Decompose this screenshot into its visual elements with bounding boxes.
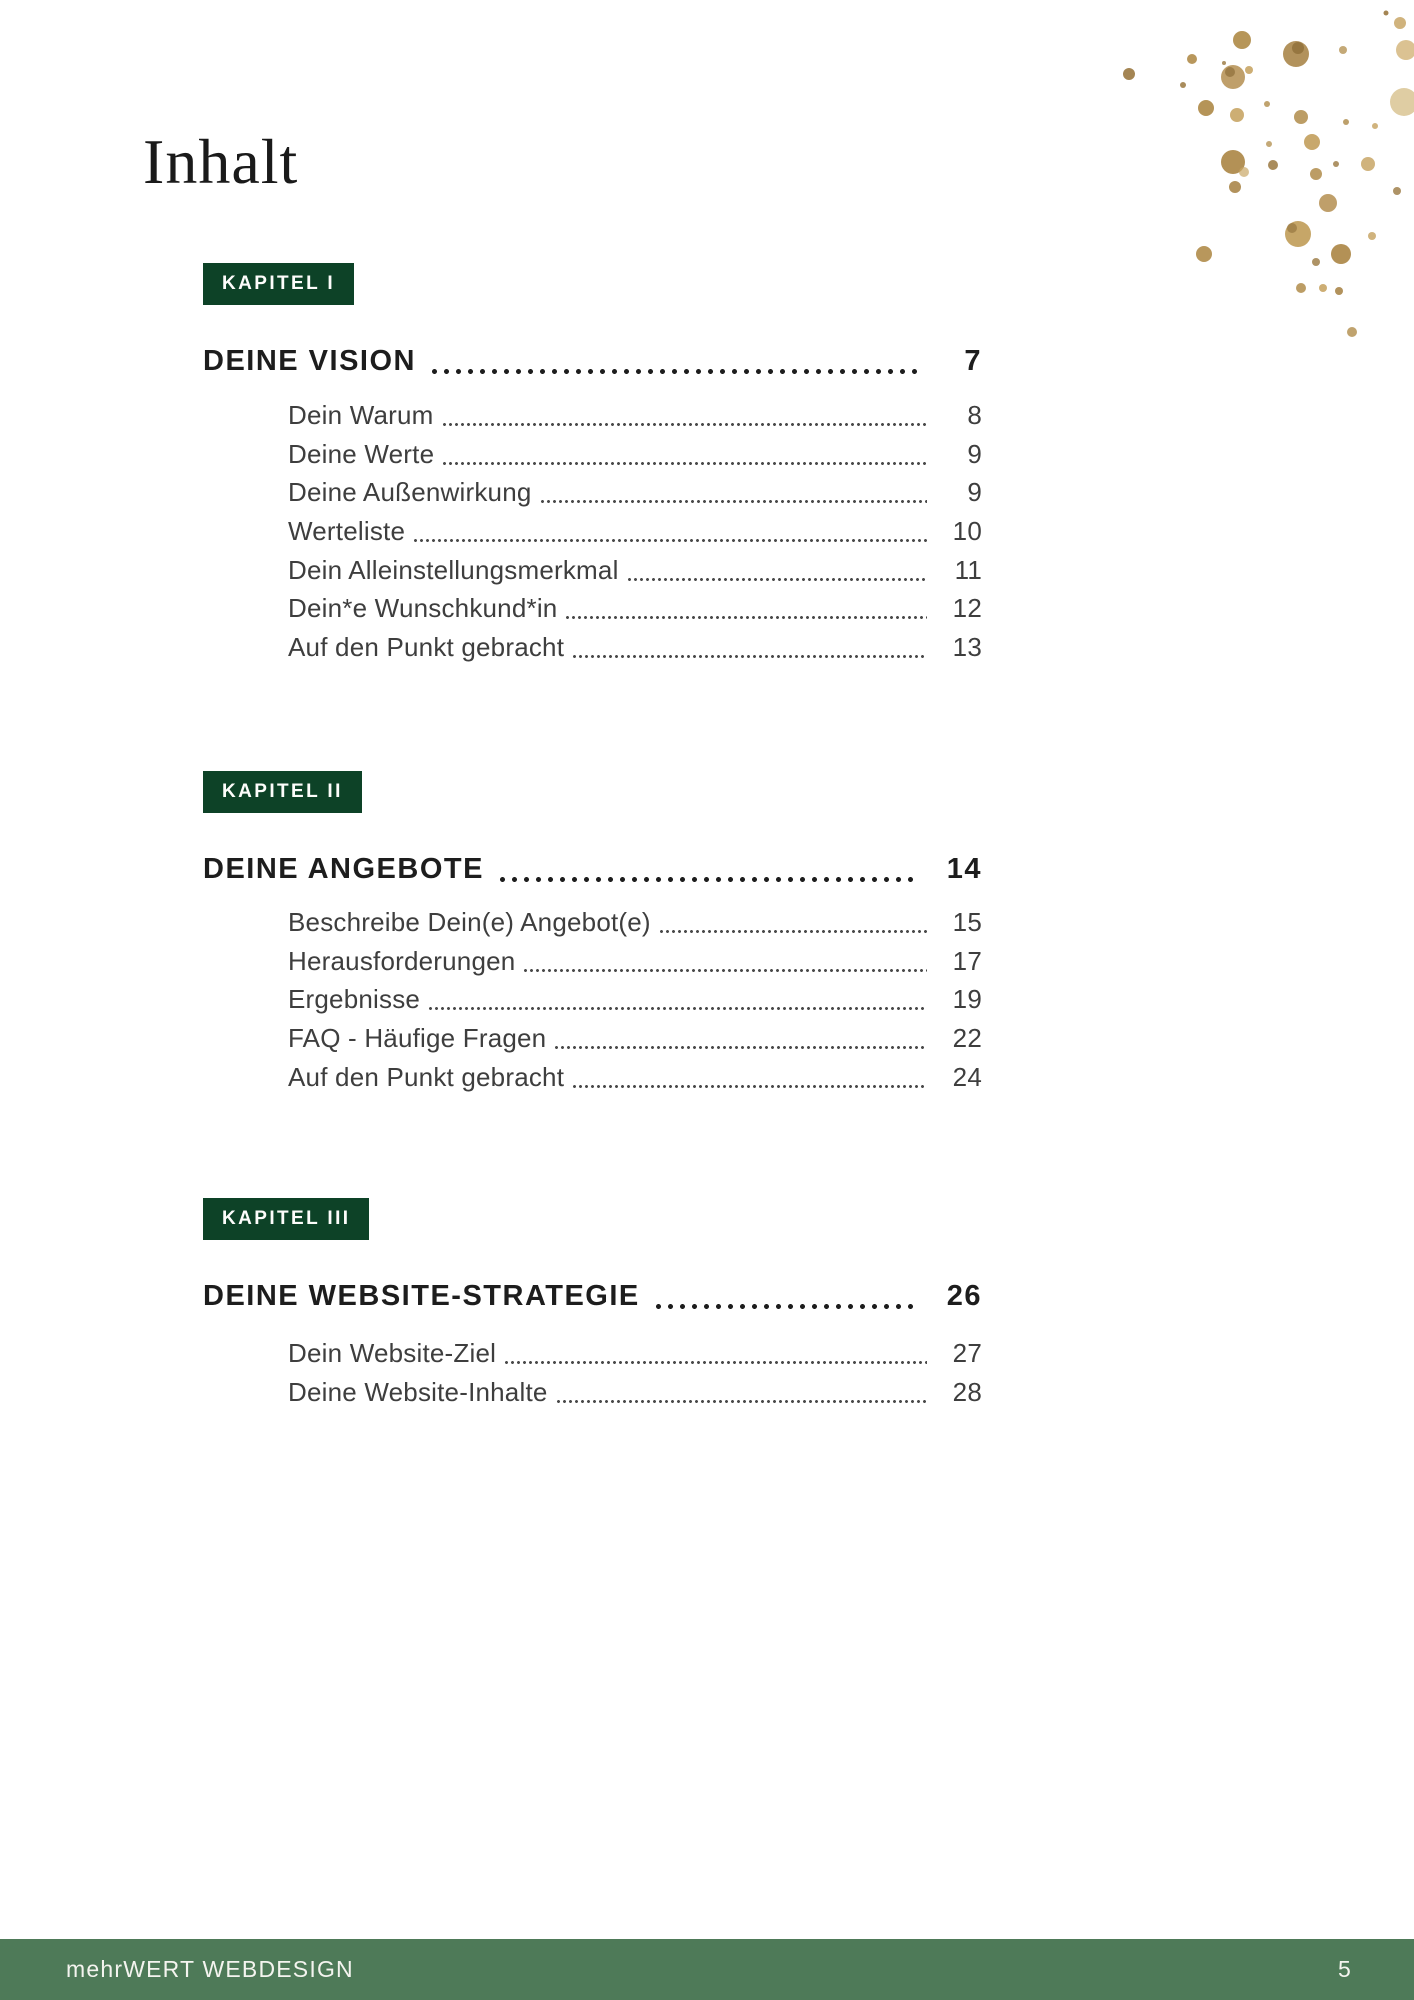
toc-item-label: Dein Alleinstellungsmerkmal xyxy=(288,554,619,585)
dot-leader xyxy=(566,616,927,619)
toc-item-label: Deine Website-Inhalte xyxy=(288,1376,548,1407)
toc-chapter-row-2[interactable] xyxy=(203,849,982,889)
toc-item[interactable] xyxy=(288,473,982,512)
toc-item-label: Herausforderungen xyxy=(288,945,516,976)
toc-chapter-row-1[interactable] xyxy=(203,341,982,381)
toc-item[interactable] xyxy=(288,628,982,667)
toc-item-page: 19 xyxy=(952,984,982,1015)
toc-item-page: 8 xyxy=(967,399,982,430)
toc-item-list xyxy=(203,903,982,1096)
toc-item[interactable] xyxy=(288,551,982,590)
toc-item-page: 27 xyxy=(952,1337,982,1368)
chapter-section-1 xyxy=(203,263,982,667)
toc-item-label: FAQ - Häufige Fragen xyxy=(288,1022,547,1053)
toc-chapter-row-3[interactable] xyxy=(203,1276,982,1316)
toc-item-page: 15 xyxy=(952,906,982,937)
toc-item-label: Dein Warum xyxy=(288,399,434,430)
toc-item-label: Auf den Punkt gebracht xyxy=(288,1061,565,1092)
chapter-badge-label: KAPITEL I xyxy=(222,273,336,294)
toc-item-label: Ergebnisse xyxy=(288,984,421,1015)
dot-leader xyxy=(429,1007,927,1010)
chapter-badge-2 xyxy=(203,771,362,813)
toc-item-page: 10 xyxy=(952,515,982,546)
toc-item-list xyxy=(203,396,982,667)
dot-leader xyxy=(555,1046,927,1049)
chapter-badge-3 xyxy=(203,1198,369,1240)
chapter-badge-label: KAPITEL II xyxy=(222,781,343,802)
chapter-section-2 xyxy=(203,771,982,1096)
dot-leader xyxy=(573,1085,927,1088)
dot-leader xyxy=(557,1400,927,1403)
toc-item-label: Deine Werte xyxy=(288,438,435,469)
toc-item-list xyxy=(203,1334,982,1411)
toc-item[interactable] xyxy=(288,1334,982,1373)
chapter-title: DEINE VISION xyxy=(203,344,416,377)
dot-leader xyxy=(432,369,920,374)
dot-leader xyxy=(524,969,927,972)
dot-leader xyxy=(443,462,927,465)
footer-bar xyxy=(0,1939,1414,2000)
toc-item-page: 24 xyxy=(952,1061,982,1092)
chapter-title: DEINE WEBSITE-STRATEGIE xyxy=(203,1279,640,1312)
toc-item-label: Dein Website-Ziel xyxy=(288,1337,497,1368)
dot-leader xyxy=(443,423,927,426)
toc-item-label: Deine Außenwirkung xyxy=(288,477,532,508)
dot-leader xyxy=(500,877,920,882)
toc-item[interactable] xyxy=(288,512,982,551)
toc-item-page: 17 xyxy=(952,945,982,976)
toc-item[interactable] xyxy=(288,435,982,474)
dot-leader xyxy=(573,655,927,658)
toc-item-page: 11 xyxy=(954,554,982,585)
dot-leader xyxy=(541,500,927,503)
toc-item-page: 9 xyxy=(967,477,982,508)
chapter-page-number: 7 xyxy=(964,344,982,377)
page-title: Inhalt xyxy=(143,126,299,197)
dot-leader xyxy=(505,1361,927,1364)
chapter-section-3 xyxy=(203,1198,982,1411)
toc-item-label: Werteliste xyxy=(288,515,406,546)
toc-item[interactable] xyxy=(288,903,982,942)
toc-item[interactable] xyxy=(288,1019,982,1058)
toc-item[interactable] xyxy=(288,1373,982,1412)
footer-brand: mehrWERT WEBDESIGN xyxy=(66,1956,354,1982)
toc-item[interactable] xyxy=(288,589,982,628)
toc-item[interactable] xyxy=(288,942,982,981)
toc-item-label: Auf den Punkt gebracht xyxy=(288,631,565,662)
footer-page-number: 5 xyxy=(1338,1956,1352,1982)
dot-leader xyxy=(628,578,927,581)
dot-leader xyxy=(660,930,927,933)
gold-splatter-decoration xyxy=(1074,0,1414,340)
toc-item-page: 13 xyxy=(952,631,982,662)
chapter-page-number: 14 xyxy=(946,852,982,885)
chapter-badge-1 xyxy=(203,263,354,305)
toc-item-page: 28 xyxy=(952,1376,982,1407)
toc-item[interactable] xyxy=(288,396,982,435)
toc-item-page: 9 xyxy=(967,438,982,469)
dot-leader xyxy=(414,539,927,542)
toc-item[interactable] xyxy=(288,980,982,1019)
chapter-badge-label: KAPITEL III xyxy=(222,1208,351,1229)
toc-item-page: 22 xyxy=(952,1022,982,1053)
dot-leader xyxy=(656,1304,920,1309)
toc-item-label: Beschreibe Dein(e) Angebot(e) xyxy=(288,906,651,937)
chapter-title: DEINE ANGEBOTE xyxy=(203,852,484,885)
chapter-page-number: 26 xyxy=(946,1279,982,1312)
toc-item-label: Dein*e Wunschkund*in xyxy=(288,593,558,624)
toc-item-page: 12 xyxy=(952,593,982,624)
toc-item[interactable] xyxy=(288,1058,982,1097)
